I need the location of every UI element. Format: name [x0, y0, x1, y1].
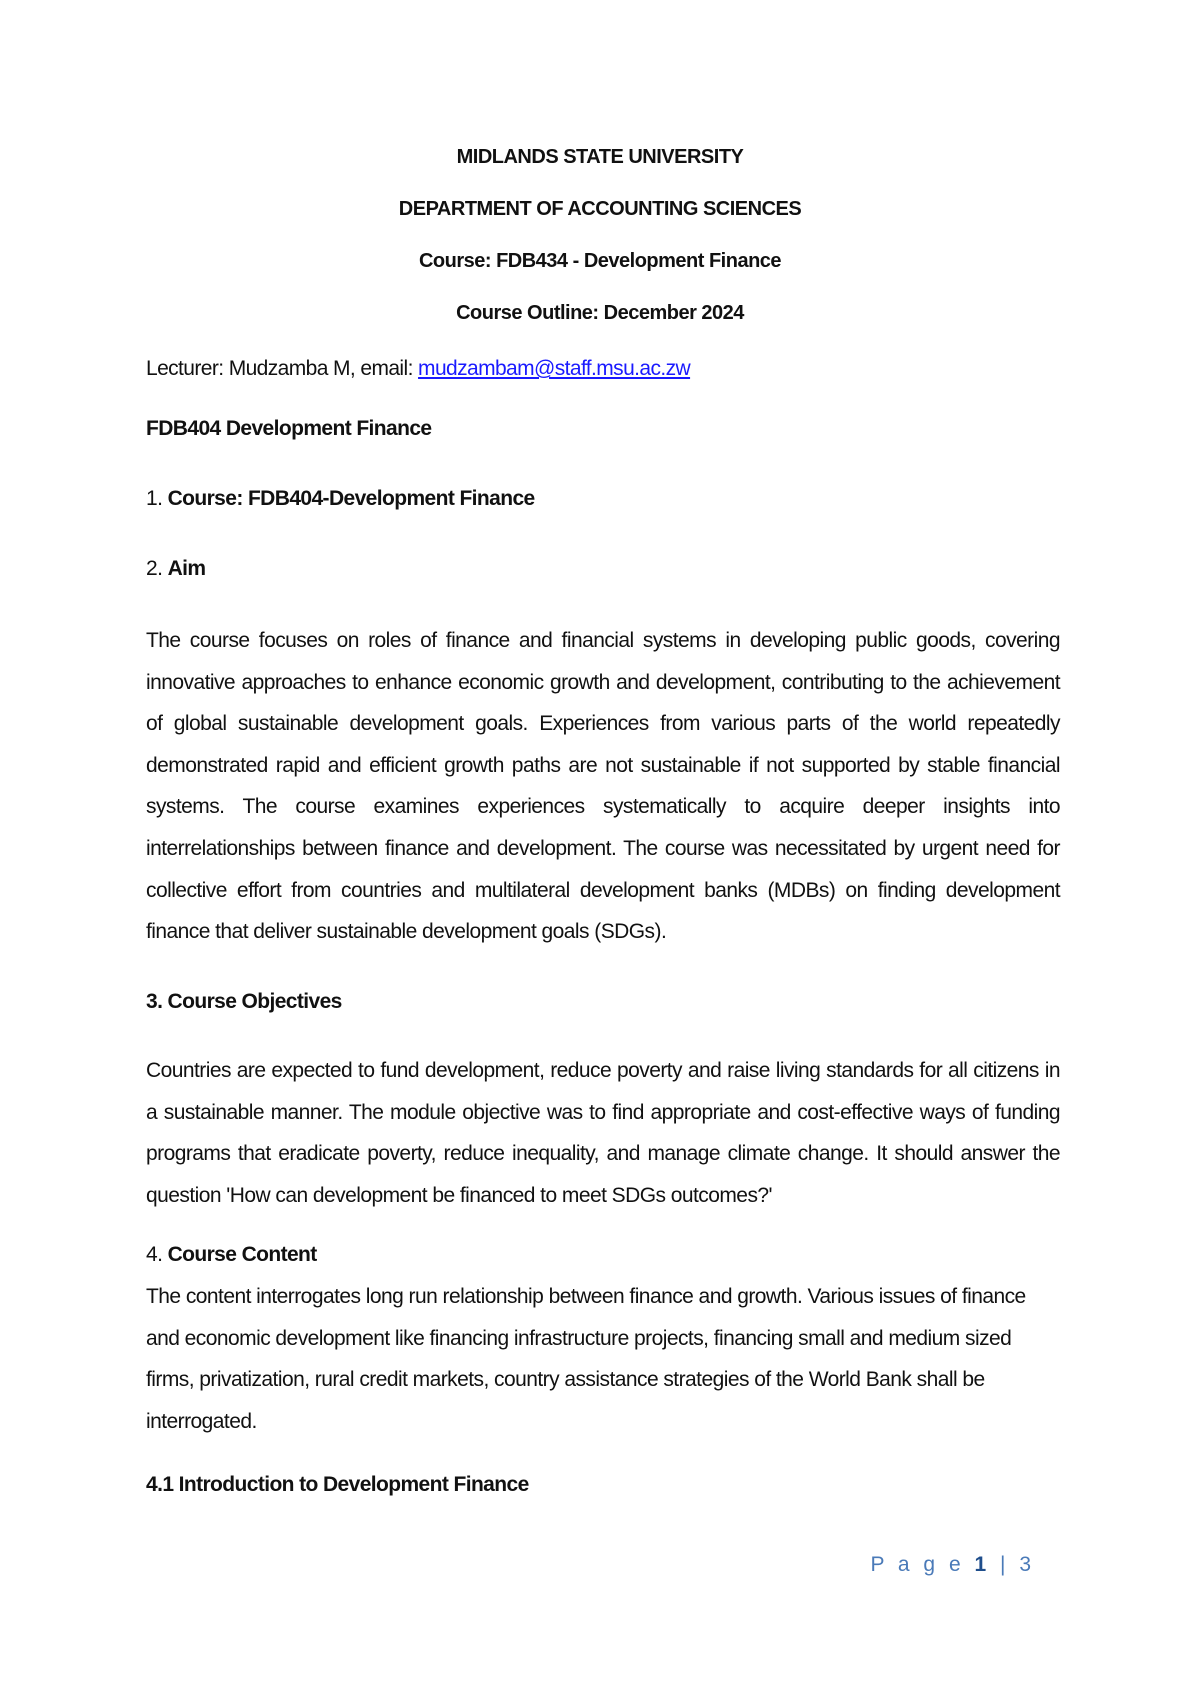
page-footer	[870, 1553, 1035, 1577]
section-4-title: Course Content	[167, 1243, 317, 1266]
page-total: 3	[1019, 1553, 1035, 1576]
section-1-heading	[146, 487, 535, 511]
section-4-1-heading: 4.1 Introduction to Development Finance	[146, 1473, 529, 1496]
section-4-heading	[146, 1243, 317, 1267]
section-2-number: 2.	[146, 557, 163, 580]
department-name: DEPARTMENT OF ACCOUNTING SCIENCES	[398, 198, 802, 220]
outline-date: Course Outline: December 2024	[456, 302, 744, 324]
section-3-heading: 3. Course Objectives	[146, 990, 342, 1013]
lecturer-line	[146, 357, 690, 381]
aim-paragraph: The course focuses on roles of finance and financial systems in developing public goods, covering innovative approaches to enhance economic growth and development, contributing to the achievement of global sustainable development goals. Experiences from various parts of the world repeatedly demonstrated rapid and efficient growth paths are not sustainable if not supported by stable financial systems. The course examines experiences systematically to acquire deeper insights into interrelationships between finance and development. The course was necessitated by urgent need for collective effort from countries and multilateral development banks (MDBs) on finding development finance that deliver sustainable development goals (SDGs).	[146, 629, 1060, 944]
page-separator: |	[1000, 1553, 1010, 1576]
objectives-paragraph: Countries are expected to fund development, reduce poverty and raise living standards for all citizens in a sustainable manner. The module objective was to find appropriate and cost-effective ways of funding programs that eradicate poverty, reduce inequality, and manage climate change. It should answer the question 'How can development be financed to meet SDGs outcomes?'	[146, 1059, 1060, 1207]
section-title: FDB404 Development Finance	[146, 417, 432, 440]
course-title: Course: FDB434 - Development Finance	[418, 250, 782, 272]
content-paragraph: The content interrogates long run relationship between finance and growth. Various issues of finance and economic development like financing infrastructure projects, financing small and medium sized firms, privatization, rural credit markets, country assistance strategies of the World Bank shall be interrogated.	[146, 1285, 1026, 1433]
section-2-title: Aim	[167, 557, 206, 580]
section-4-number: 4.	[146, 1243, 163, 1266]
section-2-heading	[146, 557, 205, 581]
lecturer-label: Lecturer: Mudzamba M, email:	[146, 357, 419, 380]
section-1-title: Course: FDB404-Development Finance	[167, 487, 535, 510]
university-name: MIDLANDS STATE UNIVERSITY	[456, 146, 744, 168]
lecturer-email-link[interactable]: mudzambam@staff.msu.ac.zw	[418, 357, 691, 380]
section-1-number: 1.	[146, 487, 163, 510]
page-word: P a g e	[870, 1553, 965, 1576]
page-number: 1	[974, 1553, 991, 1576]
